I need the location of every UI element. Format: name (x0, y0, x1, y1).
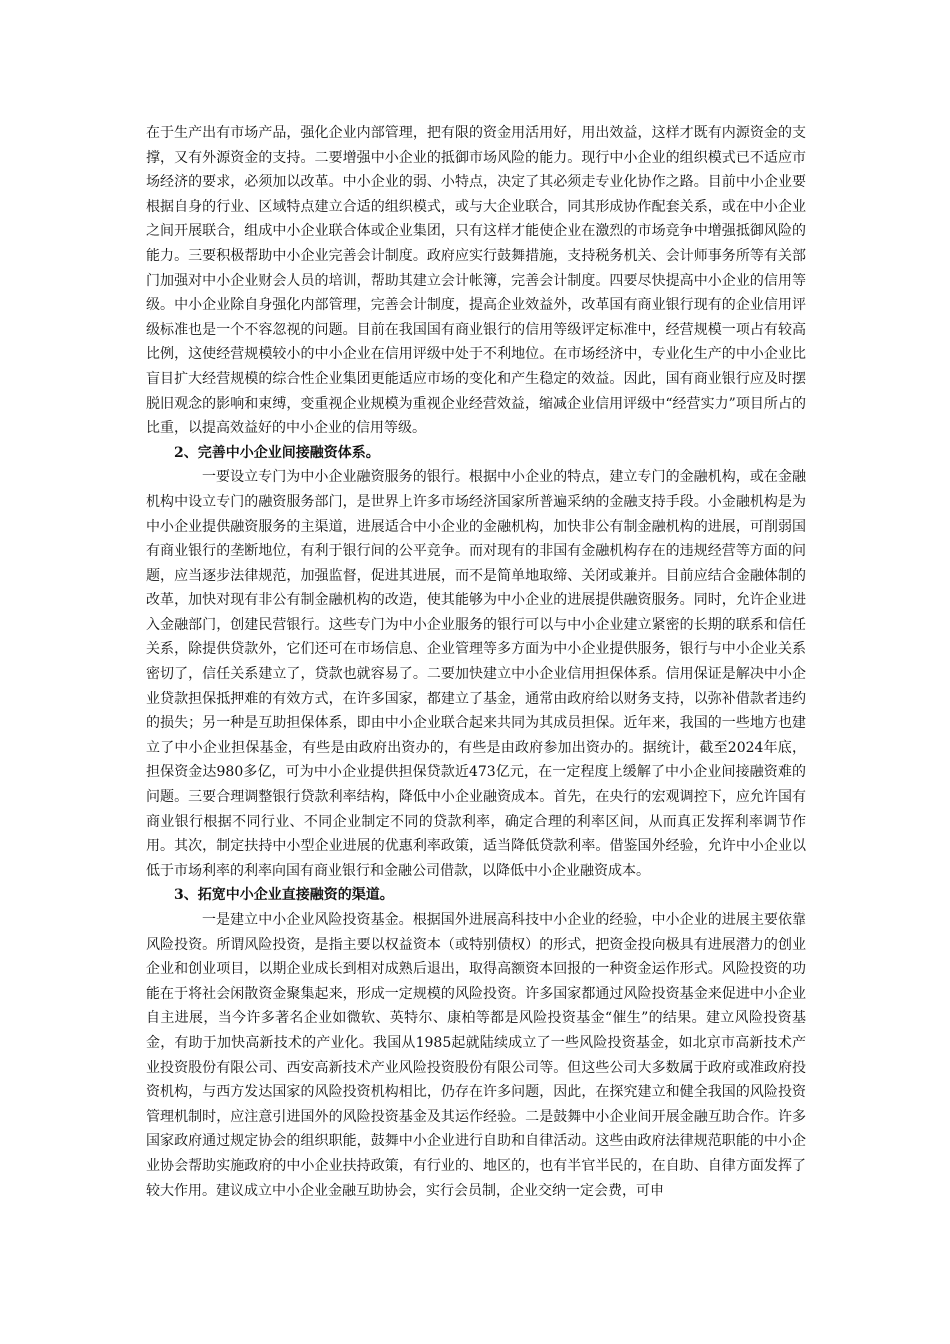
section-heading-indirect-financing: 2、完善中小企业间接融资体系。 (174, 444, 380, 461)
paragraph-indirect-financing: 一要设立专门为中小企业融资服务的银行。根据中小企业的特点，建立专门的金融机构，或在金融机构中设立专门的融资服务部门，是世界上许多市场经济国家所普遍采纳的金融支持手段。小金融机构是为中小企业提供融资服务的主渠道，进展适合中小企业的金融机构，加快非公有制金融机构的进展，可削弱国有商业银行的垄断地位，有利于银行间的公平竞争。而对现有的非国有金融机构存在的违规经营等方面的问题，应当逐步法律规范，加强监督，促进其进展，而不是简单地取缔、关闭或兼并。目前应结合金融体制的改革，加快对现有非公有制金融机构的改造，使其能够为中小企业的进展提供融资服务。同时，允许企业进入金融部门，创建民营银行。这些专门为中小企业服务的银行可以与中小企业建立紧密的长期的联系和信任关系，除提供贷款外，它们还可在市场信息、企业管理等多方面为中小企业提供服务，银行与中小企业关系密切了，信任关系建立了，贷款也就容易了。二要加快建立中小企业信用担保体系。信用保证是解决中小企业贷款担保抵押难的有效方式，在许多国家，都建立了基金，通常由政府给以财务支持，以弥补借款者违约的损失；另一种是互助担保体系，即由中小企业联合起来共同为其成员担保。近年来，我国的一些地方也建立了中小企业担保基金，有些是由政府出资办的，有些是由政府参加出资办的。据统计，截至2024年底，担保资金达980多亿，可为中小企业提供担保贷款近473亿元，在一定程度上缓解了中小企业间接融资难的问题。三要合理调整银行贷款利率结构，降低中小企业融资成本。首先，在央行的宏观调控下，应允许国有商业银行根据不同行业、不同企业制定不同的贷款利率，确定合理的利率区间，从而真正发挥利率调节作用。其次，制定扶持中小型企业进展的优惠利率政策，适当降低贷款利率。借鉴国外经验，允许中小企业以低于市场利率的利率向国有商业银行和金融公司借款，以降低中小企业融资成本。 (146, 469, 806, 879)
paragraph-credit-rating: 在于生产出有市场产品，强化企业内部管理，把有限的资金用活用好，用出效益，这样才既有内源资金的支撑，又有外源资金的支持。二要增强中小企业的抵御市场风险的能力。现行中小企业的组织模式已不适应市场经济的要求，必须加以改革。中小企业的弱、小特点，决定了其必须走专业化协作之路。目前中小企业要根据自身的行业、区域特点建立合适的组织模式，或与大企业联合，同其形成协作配套关系，或在中小企业之间开展联合，组成中小企业联合体或企业集团，只有这样才能使企业在激烈的市场竞争中增强抵御风险的能力。三要积极帮助中小企业完善会计制度。政府应实行鼓舞措施，支持税务机关、会计师事务所等有关部门加强对中小企业财会人员的培训，帮助其建立会计帐簿，完善会计制度。四要尽快提高中小企业的信用等级。中小企业除自身强化内部管理，完善会计制度，提高企业效益外，改革国有商业银行现有的企业信用评级标准也是一个不容忽视的问题。目前在我国国有商业银行的信用等级评定标准中，经营规模一项占有较高比例，这使经营规模较小的中小企业在信用评级中处于不利地位。在市场经济中，专业化生产的中小企业比盲目扩大经营规模的综合性企业集团更能适应市场的变化和产生稳定的效益。因此，国有商业银行应及时摆脱旧观念的影响和束缚，变重视企业规模为重视企业经营效益，缩减企业信用评级中“经营实力”项目所占的比重，以提高效益好的中小企业的信用等级。 (146, 125, 806, 437)
paragraph-direct-financing: 一是建立中小企业风险投资基金。根据国外进展高科技中小企业的经验，中小企业的进展主要依靠风险投资。所谓风险投资，是指主要以权益资本（或特别债权）的形式，把资金投向极具有进展潜力的创业企业和创业项目，以期企业成长到相对成熟后退出，取得高额资本回报的一种资金运作形式。风险投资的功能在于将社会闲散资金聚集起来，形成一定规模的风险投资。许多国家都通过风险投资基金来促进中小企业自主进展，当今许多著名企业如微软、英特尔、康柏等都是风险投资基金“催生”的结果。建立风险投资基金，有助于加快高新技术的产业化。我国从1985起就陆续成立了一些风险投资基金，如北京市高新技术产业投资股份有限公司、西安高新技术产业风险投资股份有限公司等。但这些公司大多数属于政府或准政府投资机构，与西方发达国家的风险投资机构相比，仍存在许多问题，因此，在探究建立和健全我国的风险投资管理机制时，应注意引进国外的风险投资基金及其运作经验。二是鼓舞中小企业间开展金融互助合作。许多国家政府通过规定协会的组织职能，鼓舞中小企业进行自助和自律活动。这些由政府法律规范职能的中小企业协会帮助实施政府的中小企业扶持政策，有行业的、地区的，也有半官半民的，在自助、自律方面发挥了较大作用。建议成立中小企业金融互助协会，实行会员制，企业交纳一定会费，可申 (146, 912, 806, 1199)
document-body (146, 121, 806, 1203)
section-heading-direct-financing: 3、拓宽中小企业直接融资的渠道。 (174, 887, 394, 904)
